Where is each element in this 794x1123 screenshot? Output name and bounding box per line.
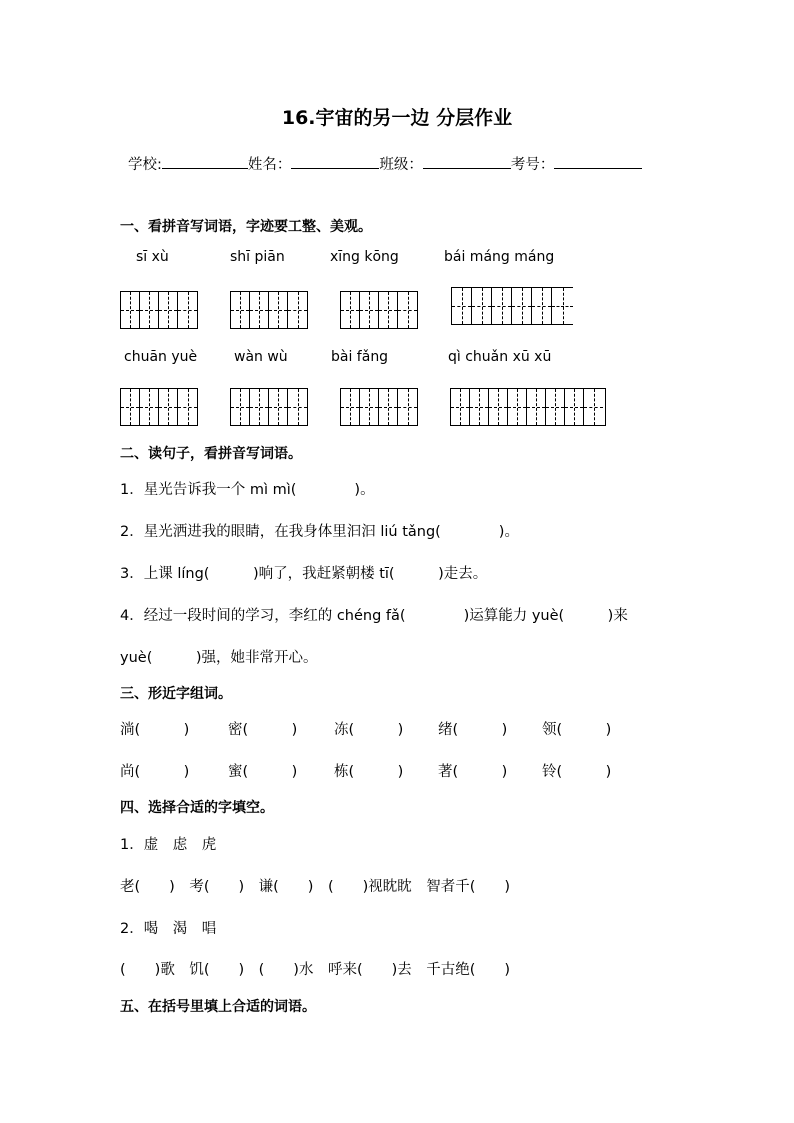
s3-item: 淌( ) [120, 722, 190, 738]
school-blank[interactable] [162, 154, 248, 169]
s3-item: 铃( ) [542, 764, 612, 780]
name-blank[interactable] [291, 154, 379, 169]
writing-grid[interactable] [340, 291, 418, 329]
s4-q1-options: 1．虚 虑 虎 [120, 837, 217, 853]
s2-question-1: 1．星光告诉我一个 mì mì( )。 [120, 482, 375, 498]
writing-grid[interactable] [340, 388, 418, 426]
exam-number-blank[interactable] [554, 154, 642, 169]
s3-item: 栋( ) [334, 764, 404, 780]
writing-grid[interactable] [230, 291, 308, 329]
section-4-heading: 四、选择合适的字填空。 [120, 800, 274, 816]
section-2-heading: 二、读句子，看拼音写词语。 [120, 446, 302, 462]
pinyin-1-1: sī xù [136, 249, 169, 265]
pinyin-2-1: chuān yuè [124, 349, 198, 365]
s3-item: 蜜( ) [228, 764, 298, 780]
pinyin-1-4: bái máng máng [444, 249, 555, 265]
s2-question-3: 3．上课 líng( )响了，我赶紧朝楼 tī( )走去。 [120, 566, 488, 582]
writing-grid[interactable] [451, 287, 573, 325]
s4-q1-blanks: 老( ) 考( ) 谦( ) ( )视眈眈 智者千( ) [120, 879, 511, 895]
pinyin-2-4: qì chuǎn xū xū [448, 349, 552, 365]
school-label: 学校: [128, 157, 162, 173]
class-blank[interactable] [423, 154, 511, 169]
pinyin-2-2: wàn wù [234, 349, 288, 365]
writing-grid[interactable] [120, 291, 198, 329]
section-5-heading: 五、在括号里填上合适的词语。 [120, 999, 316, 1015]
pinyin-2-3: bài fǎng [331, 349, 389, 365]
student-info-line [128, 153, 642, 174]
writing-grid[interactable] [450, 388, 606, 426]
pinyin-1-2: shī piān [230, 249, 285, 265]
s3-item: 绪( ) [438, 722, 508, 738]
pinyin-1-3: xīng kōng [330, 249, 399, 265]
s3-item: 尚( ) [120, 764, 190, 780]
s4-q2-options: 2．喝 渴 唱 [120, 921, 217, 937]
s2-question-2: 2．星光洒进我的眼睛，在我身体里汩汩 liú tǎng( )。 [120, 524, 519, 540]
s3-item: 密( ) [228, 722, 298, 738]
class-label: 班级： [379, 157, 423, 173]
writing-grid[interactable] [230, 388, 308, 426]
s2-question-4: 4．经过一段时间的学习，李红的 chéng fǎ( )运算能力 yuè( )来 [120, 608, 628, 624]
s4-q2-blanks: ( )歌 饥( ) ( )水 呼来( )去 千古绝( ) [120, 962, 511, 978]
section-1-heading: 一、看拼音写词语，字迹要工整、美观。 [120, 219, 372, 235]
name-label: 姓名： [247, 157, 292, 173]
s2-question-4-cont: yuè( )强，她非常开心。 [120, 650, 318, 666]
section-3-heading: 三、形近字组词。 [120, 686, 232, 702]
s3-item: 冻( ) [334, 722, 404, 738]
exam-number-label: 考号： [510, 157, 555, 173]
s3-item: 领( ) [542, 722, 612, 738]
page-title: 16.宇宙的另一边 分层作业 [281, 107, 513, 129]
s3-item: 著( ) [438, 764, 508, 780]
writing-grid[interactable] [120, 388, 198, 426]
